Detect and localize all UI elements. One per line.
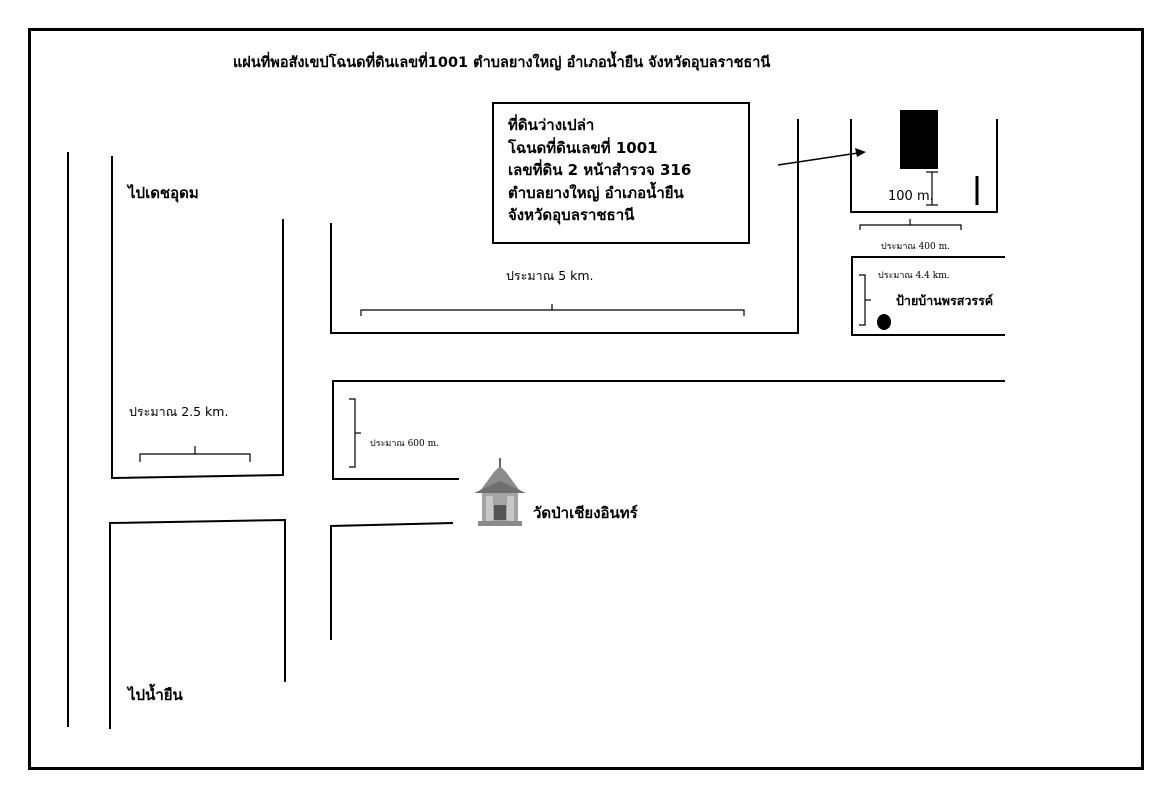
bracket-5km bbox=[361, 304, 744, 316]
bracket-400m bbox=[860, 219, 961, 230]
label-temple: วัดป่าเชียงอินทร์ bbox=[533, 504, 638, 522]
distance-5km: ประมาณ 5 km. bbox=[506, 268, 594, 283]
distance-100m: 100 m. bbox=[888, 189, 934, 204]
land-info-box bbox=[492, 102, 750, 244]
map-title: แผ่นที่พอสังเขปโฉนดที่ดินเลขที่1001 ตำบลยางใหญ่ อำเภอน้ำยืน จังหวัดอุบลราชธานี bbox=[233, 55, 771, 71]
label-to-det-udom: ไปเดชอุดม bbox=[128, 184, 199, 202]
arrow-icon bbox=[778, 148, 866, 165]
distance-2-5km: ประมาณ 2.5 km. bbox=[129, 404, 229, 419]
temple-icon bbox=[474, 458, 526, 526]
land-plot-marker bbox=[900, 110, 938, 169]
bracket-600m bbox=[349, 399, 361, 467]
road-edge-middle bbox=[333, 381, 1004, 479]
road-edge-upper-left bbox=[112, 157, 283, 478]
bracket-2-5km bbox=[140, 446, 250, 462]
label-to-nam-yuen: ไปน้ำยืน bbox=[128, 686, 183, 704]
label-village-sign: ป้ายบ้านพรสวรรค์ bbox=[896, 293, 994, 308]
info-line: ตำบลยางใหญ่ อำเภอน้ำยืน bbox=[508, 183, 684, 202]
distance-600m: ประมาณ 600 m. bbox=[370, 439, 440, 449]
info-line: โฉนดที่ดินเลขที่ 1001 bbox=[508, 138, 658, 157]
info-line: ที่ดินว่างเปล่า bbox=[508, 116, 595, 134]
bracket-4-4km bbox=[859, 275, 871, 325]
road-edge-lower-middle bbox=[331, 523, 452, 639]
distance-400m: ประมาณ 400 m. bbox=[881, 242, 951, 252]
info-line: เลขที่ดิน 2 หน้าสำรวจ 316 bbox=[508, 161, 692, 179]
distance-4-4km: ประมาณ 4.4 km. bbox=[878, 271, 950, 281]
info-line: จังหวัดอุบลราชธานี bbox=[508, 206, 635, 224]
location-dot bbox=[877, 314, 891, 330]
